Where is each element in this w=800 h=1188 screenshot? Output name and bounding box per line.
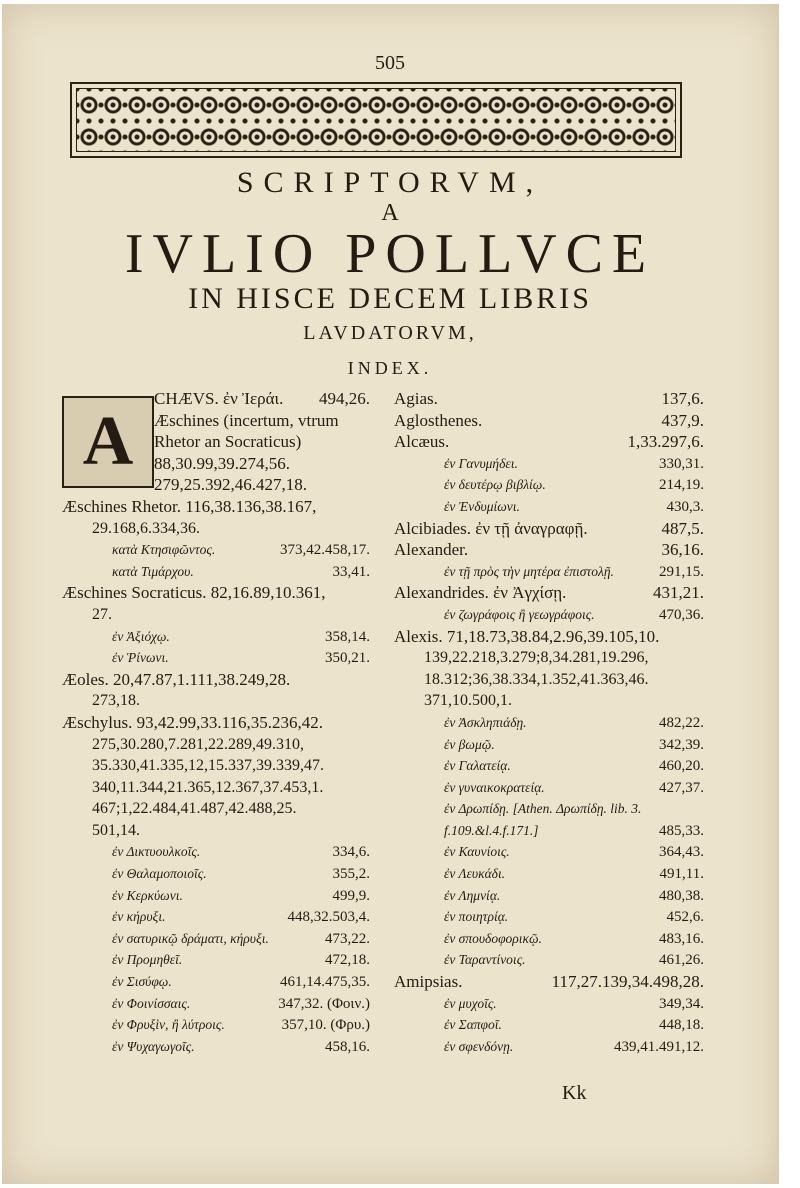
entry-label: ἐν Ἀξιόχῳ. bbox=[112, 628, 170, 644]
index-entry bbox=[394, 561, 704, 583]
entry-label: Alcibiades. ἐν τῇ ἀναγραφῇ. bbox=[394, 518, 588, 538]
entry-label: ἐν δευτέρῳ βιβλίῳ. bbox=[444, 477, 546, 493]
entry-label: ἐν Σισύφῳ. bbox=[112, 974, 172, 990]
entry-label: ἐν Δικτυουλκοῖς. bbox=[112, 844, 201, 860]
entry-reference: 491,11. bbox=[659, 866, 704, 883]
entry-label: 139,22.218,3.279;8,34.281,19.296, bbox=[424, 649, 649, 667]
entry-label: CHÆVS. ἐν Ἰεράι. bbox=[154, 389, 284, 408]
index-entry bbox=[62, 798, 370, 820]
index-entry bbox=[394, 928, 704, 950]
index-entry bbox=[394, 712, 704, 734]
index-entry bbox=[394, 885, 704, 907]
entry-reference: 291,15. bbox=[659, 563, 704, 580]
entry-label: Æschines Rhetor. 116,38.136,38.167, bbox=[62, 496, 317, 516]
book-page bbox=[2, 4, 779, 1184]
entry-reference: 473,22. bbox=[325, 930, 370, 947]
entry-label: ἐν μυχοῖς. bbox=[444, 995, 497, 1011]
entry-label: ἐν Καυνίοις. bbox=[444, 844, 510, 860]
entry-label: ἐν σφενδόνῃ. bbox=[444, 1038, 514, 1054]
index-entry bbox=[62, 561, 370, 583]
ornament-pattern bbox=[76, 88, 676, 152]
index-entry bbox=[62, 1014, 370, 1036]
entry-label: 340,11.344,21.365,12.367,37.453,1. bbox=[92, 778, 324, 796]
entry-label: 27. bbox=[92, 605, 112, 623]
entry-label: Aglosthenes. bbox=[394, 410, 483, 430]
entry-reference: 494,26. bbox=[319, 389, 370, 408]
entry-reference: 461,14.475,35. bbox=[280, 974, 370, 991]
entry-label: 35.330,41.335,12,15.337,39.339,47. bbox=[92, 757, 324, 775]
entry-label: ἐν Προμηθεῖ. bbox=[112, 952, 183, 968]
index-entry bbox=[394, 474, 704, 496]
entry-reference: 448,32.503,4. bbox=[287, 909, 370, 926]
entry-label: ἐν Ἀσκληπιάδῃ. bbox=[444, 714, 527, 730]
entry-label: 275,30.280,7.281,22.289,49.310, bbox=[92, 735, 304, 753]
entry-label: ἐν Κερκύωνι. bbox=[112, 887, 183, 903]
entry-reference: 482,22. bbox=[659, 714, 704, 731]
entry-reference: 334,6. bbox=[332, 844, 370, 861]
entry-label: ἐν Ταραντίνοις. bbox=[444, 952, 526, 968]
entry-label: ἐν Γαλατείᾳ. bbox=[444, 758, 511, 774]
entry-reference: 364,43. bbox=[659, 844, 704, 861]
index-entry bbox=[394, 496, 704, 518]
entry-reference: 117,27.139,34.498,28. bbox=[551, 972, 704, 992]
entry-label: 371,10.500,1. bbox=[424, 692, 512, 710]
index-entry bbox=[62, 971, 370, 993]
entry-label: Æschylus. 93,42.99,33.116,35.236,42. bbox=[62, 712, 323, 732]
index-entry bbox=[62, 906, 370, 928]
entry-label: 467;1,22.484,41.487,42.488,25. bbox=[92, 800, 297, 818]
index-entry bbox=[62, 431, 370, 453]
index-entry bbox=[394, 1036, 704, 1058]
entry-reference: 350,21. bbox=[325, 650, 370, 667]
entry-label: Alexis. 71,18.73,38.84,2.96,39.105,10. bbox=[394, 626, 660, 646]
entry-label: ἐν Δρωπίδῃ. [Athen. Δρωπίδῃ. lib. 3. bbox=[444, 801, 642, 817]
entry-reference: 214,19. bbox=[659, 477, 704, 494]
entry-label: ἐν ποιητρίᾳ. bbox=[444, 909, 509, 925]
entry-label: f.109.&l.4.f.171.] bbox=[444, 822, 539, 838]
index-entry bbox=[394, 841, 704, 863]
index-entry bbox=[62, 518, 370, 540]
index-entry bbox=[62, 1036, 370, 1058]
entry-label: ἐν βωμῷ. bbox=[444, 736, 495, 752]
index-entry bbox=[62, 928, 370, 950]
entry-reference: 33,41. bbox=[332, 563, 370, 580]
entry-reference: 461,26. bbox=[659, 952, 704, 969]
entry-reference: 439,41.491,12. bbox=[614, 1038, 704, 1055]
entry-reference: 460,20. bbox=[659, 758, 704, 775]
entry-reference: 342,39. bbox=[659, 736, 704, 753]
entry-label: κατὰ Κτησιφῶντος. bbox=[112, 542, 216, 558]
entry-label: ἐν γυναικοκρατείᾳ. bbox=[444, 779, 545, 795]
index-entry bbox=[394, 690, 704, 712]
decorative-header-band bbox=[70, 82, 682, 158]
entry-reference: 470,36. bbox=[659, 606, 704, 623]
entry-label: Æoles. 20,47.87,1.111,38.249,28. bbox=[62, 669, 291, 689]
index-entry bbox=[394, 647, 704, 669]
index-entry bbox=[394, 626, 704, 648]
page-number: 505 bbox=[375, 52, 405, 74]
entry-label: ἐν Ψυχαγωγοῖς. bbox=[112, 1038, 195, 1054]
index-entry bbox=[62, 712, 370, 734]
index-entry bbox=[394, 949, 704, 971]
index-entry bbox=[394, 582, 704, 604]
entry-label: Alcæus. bbox=[394, 432, 450, 452]
index-entry bbox=[62, 388, 370, 410]
entry-label: 501,14. bbox=[92, 821, 140, 839]
index-entry bbox=[394, 993, 704, 1015]
index-entry bbox=[62, 582, 370, 604]
index-entry bbox=[394, 971, 704, 993]
entry-label: ἐν σπουδοφορικῷ. bbox=[444, 930, 542, 946]
title-line-1: SCRIPTORVM, bbox=[236, 166, 544, 199]
entry-reference: 472,18. bbox=[325, 952, 370, 969]
index-entry bbox=[62, 820, 370, 842]
entry-reference: 355,2. bbox=[332, 866, 370, 883]
signature-mark: Kk bbox=[562, 1082, 587, 1104]
entry-reference: 373,42.458,17. bbox=[280, 542, 370, 559]
entry-label: ἐν Λευκάδι. bbox=[444, 866, 506, 882]
entry-label: Rhetor an Socraticus) bbox=[154, 432, 302, 452]
entry-label: 18.312;36,38.334,1.352,41.363,46. bbox=[424, 670, 649, 688]
entry-label: ἐν Γανυμήδει. bbox=[444, 455, 518, 471]
index-entry bbox=[394, 604, 704, 626]
index-entry bbox=[394, 798, 704, 820]
title-line-4: IN HISCE DECEM LIBRIS bbox=[188, 282, 592, 315]
index-entry bbox=[62, 474, 370, 496]
entry-reference: 358,14. bbox=[325, 628, 370, 645]
entry-reference: 485,33. bbox=[659, 822, 704, 839]
index-entry bbox=[62, 755, 370, 777]
entry-label: ἐν Σαπφοῖ. bbox=[444, 1017, 502, 1033]
index-entry bbox=[62, 885, 370, 907]
entry-reference: 330,31. bbox=[659, 455, 704, 472]
entry-reference: 487,5. bbox=[661, 518, 704, 538]
index-entry bbox=[394, 906, 704, 928]
entry-reference: 499,9. bbox=[332, 887, 370, 904]
entry-label: Alexandrides. ἐν Ἀγχίσῃ. bbox=[394, 583, 567, 603]
index-entry bbox=[394, 410, 704, 432]
entry-label: 273,18. bbox=[92, 692, 140, 710]
entry-label: ἐν Θαλαμοποιοῖς. bbox=[112, 866, 207, 882]
entry-label: Alexander. bbox=[394, 540, 469, 560]
entry-label: 88,30.99,39.274,56. bbox=[154, 453, 290, 473]
index-entry bbox=[62, 863, 370, 885]
index-entry bbox=[394, 669, 704, 691]
entry-label: ἐν ζωγράφοις ἢ γεωγράφοις. bbox=[444, 606, 595, 622]
index-entry bbox=[62, 626, 370, 648]
entry-reference: 430,3. bbox=[666, 498, 704, 515]
index-entry bbox=[394, 1014, 704, 1036]
entry-label: ἐν Λημνίᾳ. bbox=[444, 887, 501, 903]
index-entry bbox=[62, 949, 370, 971]
entry-reference: 349,34. bbox=[659, 995, 704, 1012]
entry-label: Æschines Socraticus. 82,16.89,10.361, bbox=[62, 583, 326, 603]
entry-label: 29.168,6.334,36. bbox=[92, 519, 200, 537]
entry-reference: 483,16. bbox=[659, 930, 704, 947]
index-entry bbox=[394, 863, 704, 885]
index-entry bbox=[394, 431, 704, 453]
index-entry bbox=[62, 410, 370, 432]
index-entry bbox=[394, 388, 704, 410]
index-column-left bbox=[62, 388, 370, 1057]
index-entry bbox=[394, 734, 704, 756]
title-line-3: IVLIO POLLVCE bbox=[124, 223, 656, 285]
entry-reference: 347,32. (Φοιν.) bbox=[278, 995, 370, 1012]
entry-reference: 448,18. bbox=[659, 1017, 704, 1034]
entry-label: 279,25.392,46.427,18. bbox=[154, 475, 307, 495]
entry-reference: 452,6. bbox=[666, 909, 704, 926]
index-entry bbox=[62, 734, 370, 756]
entry-label: Æschines (incertum, vtrum bbox=[154, 410, 339, 430]
entry-label: ἐν τῇ πρὸς τὴν μητέρα ἐπιστολῇ. bbox=[444, 563, 614, 579]
entry-label: κατὰ Τιμάρχου. bbox=[112, 563, 194, 579]
entry-label: ἐν Ἐνδυμίωνι. bbox=[444, 498, 520, 514]
index-heading: INDEX. bbox=[347, 358, 433, 378]
index-entry bbox=[62, 539, 370, 561]
entry-label: ἐν Φοινίσσαις. bbox=[112, 995, 191, 1011]
index-entry bbox=[394, 777, 704, 799]
index-entry bbox=[394, 453, 704, 475]
entry-label: ἐν Φρυξὶν, ἢ λύτροις. bbox=[112, 1017, 225, 1033]
entry-label: Amipsias. bbox=[394, 972, 463, 992]
index-column-right bbox=[394, 388, 704, 1057]
index-entry bbox=[62, 496, 370, 518]
index-entry bbox=[62, 669, 370, 691]
index-entry bbox=[394, 820, 704, 842]
entry-reference: 36,16. bbox=[661, 540, 704, 560]
index-entry bbox=[62, 690, 370, 712]
entry-reference: 427,37. bbox=[659, 779, 704, 796]
index-entry bbox=[62, 841, 370, 863]
index-entry bbox=[62, 993, 370, 1015]
drop-cap: A bbox=[62, 396, 154, 488]
entry-label: ἐν κήρυξι. bbox=[112, 909, 166, 925]
entry-reference: 458,16. bbox=[325, 1038, 370, 1055]
index-entry bbox=[62, 777, 370, 799]
entry-reference: 357,10. (Φρυ.) bbox=[281, 1017, 370, 1034]
index-entry bbox=[394, 755, 704, 777]
title-line-5: LAVDATORVM, bbox=[303, 322, 477, 344]
index-entry bbox=[62, 647, 370, 669]
entry-label: ἐν Ῥίνωνι. bbox=[112, 650, 169, 666]
title-line-2: A bbox=[381, 200, 399, 226]
entry-reference: 1,33.297,6. bbox=[627, 432, 704, 452]
index-entry bbox=[394, 518, 704, 540]
entry-label: Agias. bbox=[394, 389, 438, 408]
entry-reference: 137,6. bbox=[661, 389, 704, 408]
index-entry bbox=[62, 604, 370, 626]
entry-label: ἐν σατυρικῷ δράματι, κήρυξι. bbox=[112, 930, 269, 946]
entry-reference: 437,9. bbox=[661, 410, 704, 430]
index-entry bbox=[62, 453, 370, 475]
entry-reference: 480,38. bbox=[659, 887, 704, 904]
index-entry bbox=[394, 539, 704, 561]
entry-reference: 431,21. bbox=[653, 583, 704, 603]
